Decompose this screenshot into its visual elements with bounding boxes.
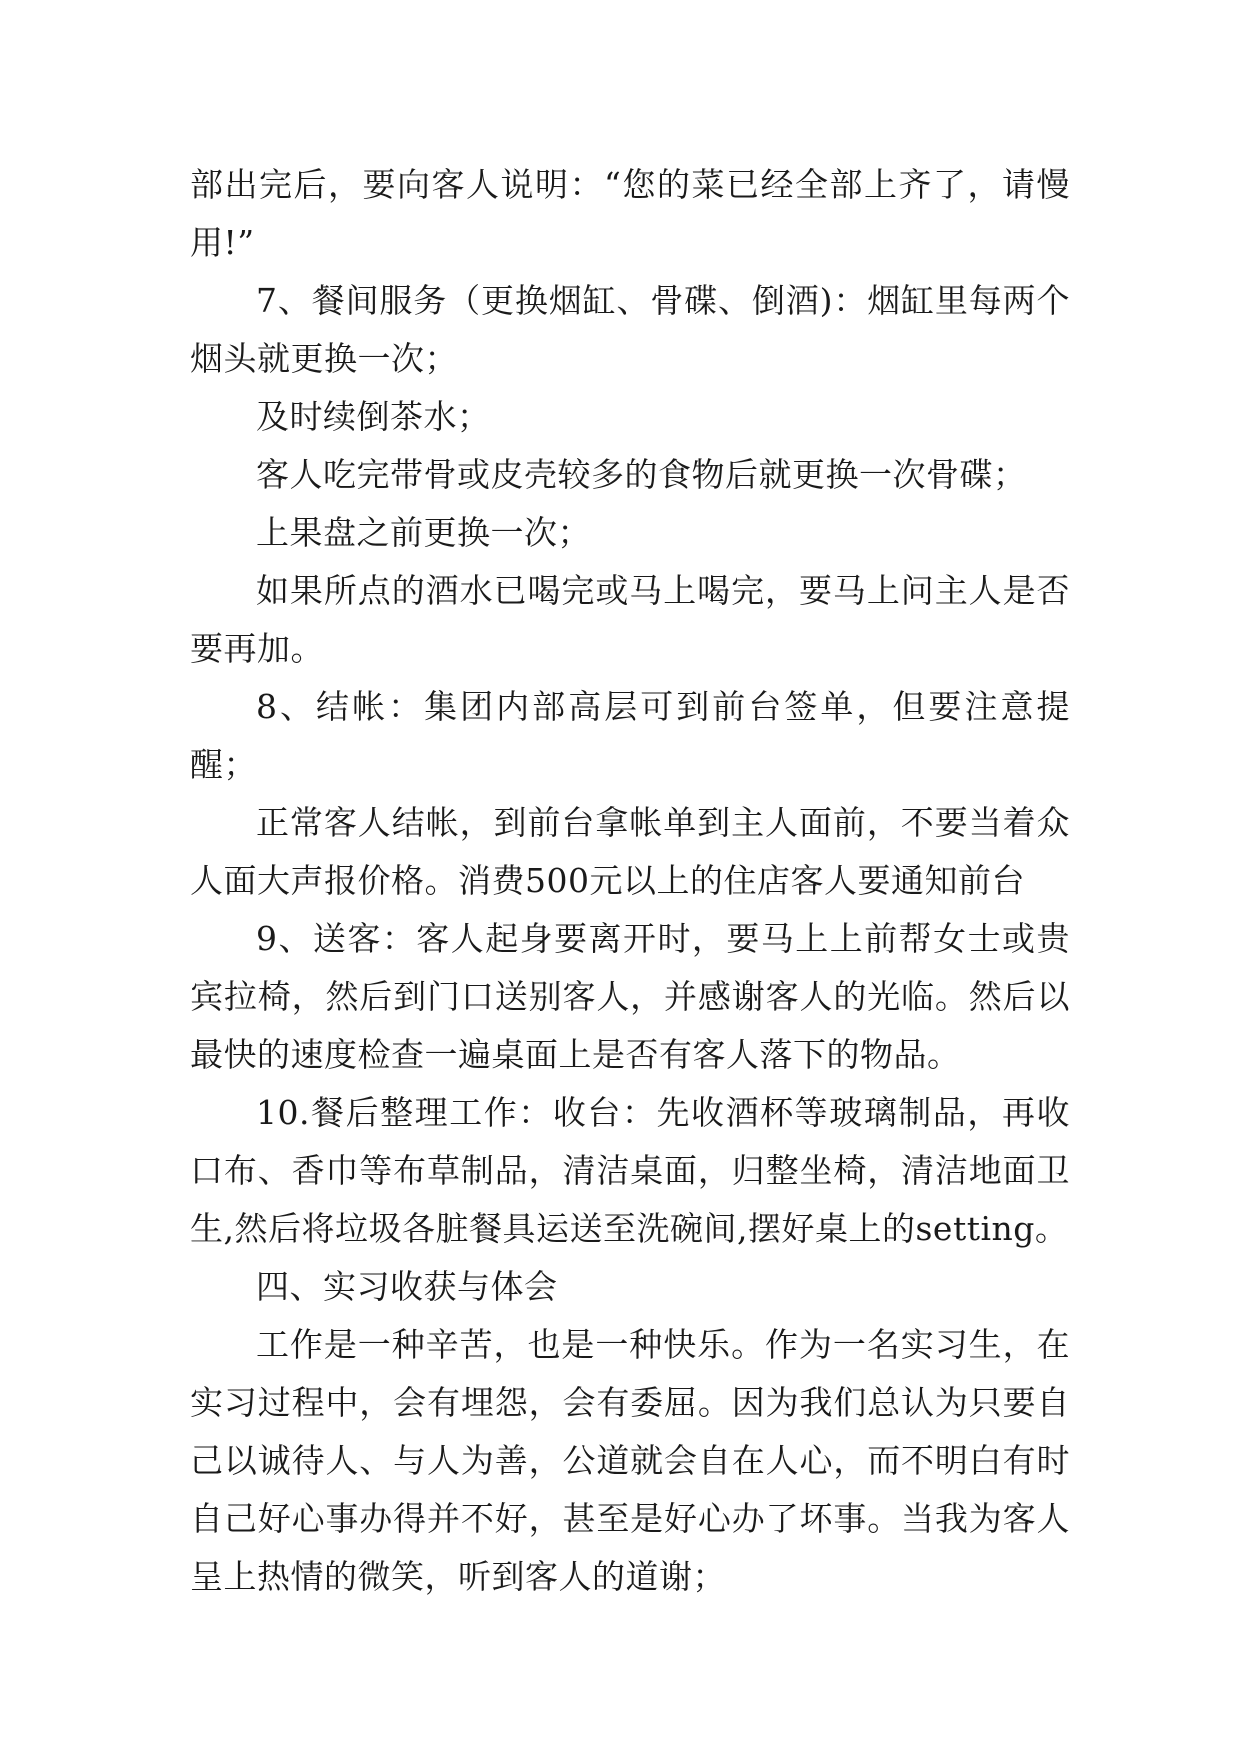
paragraph-dish-served: 部出完后，要向客人说明：“您的菜已经全部上齐了，请慢用!” [190,165,1070,262]
document-body [190,156,1070,1606]
paragraph-cleanup: 10.餐后整理工作：收台：先收酒杯等玻璃制品，再收口布、香巾等布草制品，清洁桌面，归整坐椅，清洁地面卫生,然后将垃圾各脏餐具运送至洗碗间,摆好桌上的setting。 [190,1093,1070,1248]
section-heading: 四、实习收获与体会 [256,1267,558,1306]
paragraph-reflection: 工作是一种辛苦，也是一种快乐。作为一名实习生，在实习过程中，会有埋怨，会有委屈。因为我们总认为只要自己以诚待人、与人为善，公道就会自在人心，而不明白有时自己好心事办得并不好，甚至是好心办了坏事。当我为客人呈上热情的微笑，听到客人的道谢； [190,1325,1070,1596]
paragraph-regular-checkout: 正常客人结帐，到前台拿帐单到主人面前，不要当着众人面大声报价格。消费500元以上的住店客人要通知前台 [190,803,1070,900]
paragraph-checkout: 8、结帐：集团内部高层可到前台签单，但要注意提醒； [190,687,1070,784]
paragraph-table-service: 7、餐间服务（更换烟缸、骨碟、倒酒)：烟缸里每两个烟头就更换一次； [190,281,1070,378]
paragraph-drinks: 如果所点的酒水已喝完或马上喝完，要马上问主人是否要再加。 [190,571,1070,668]
paragraph-refill-tea: 及时续倒茶水； [256,397,491,436]
paragraph-before-fruit: 上果盘之前更换一次； [256,513,591,552]
paragraph-see-off: 9、送客：客人起身要离开时，要马上上前帮女士或贵宾拉椅，然后到门口送别客人，并感谢客人的光临。然后以最快的速度检查一遍桌面上是否有客人落下的物品。 [190,919,1070,1074]
paragraph-change-plate: 客人吃完带骨或皮壳较多的食物后就更换一次骨碟； [256,455,1027,494]
